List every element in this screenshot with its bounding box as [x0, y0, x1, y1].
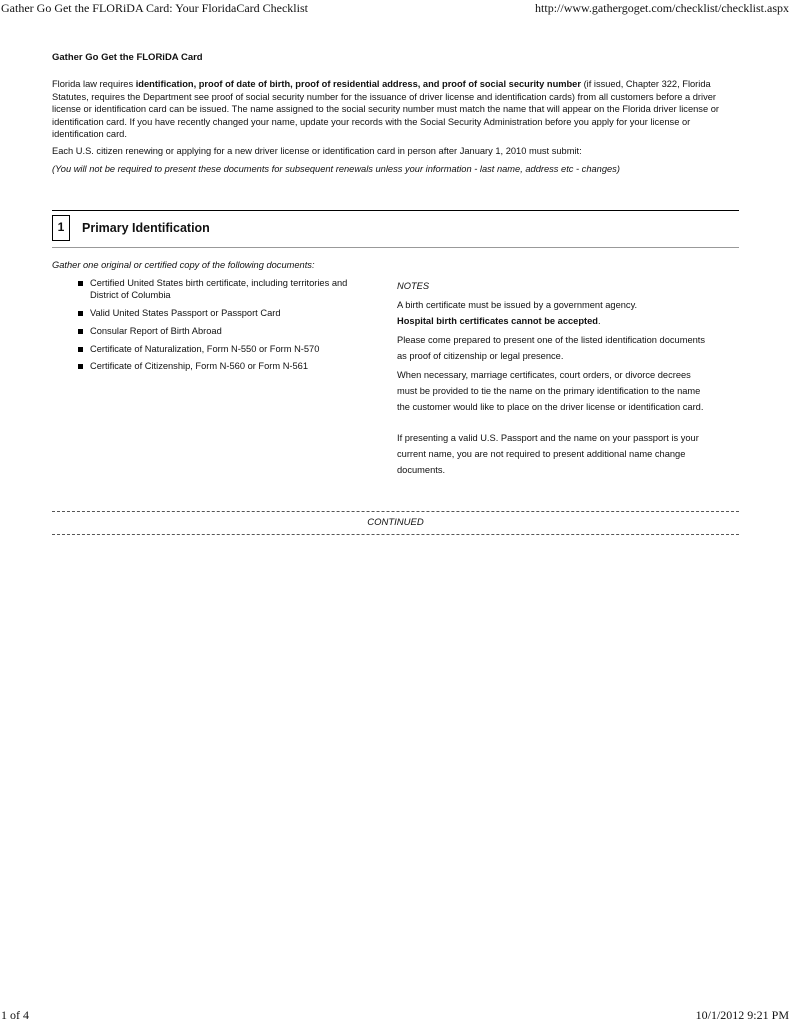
- passport-note: If presenting a valid U.S. Passport and the name on your passport is your current name, you are not required to present additional name change documents.: [397, 433, 699, 475]
- notes-heading: NOTES: [397, 281, 430, 291]
- print-header: [0, 0, 791, 16]
- renewal-note: (You will not be required to present these documents for subsequent renewals unless your information - last name, address etc - changes): [52, 163, 620, 174]
- page-count: 1 of 4: [1, 1008, 29, 1022]
- section-bottom-rule: [52, 247, 739, 248]
- list-item-label: Certificate of Naturalization, Form N-550 or Form N-570: [90, 343, 320, 354]
- list-item-label: Valid United States Passport or Passport Card: [90, 308, 281, 319]
- list-item-label: Consular Report of Birth Abroad: [90, 325, 222, 336]
- birth-cert-text: A birth certificate must be issued by a government agency.: [397, 300, 638, 310]
- section-top-rule: [52, 210, 739, 211]
- page-title: Gather Go Get the FLORiDA Card: Your FloridaCard Checklist: [1, 1, 308, 15]
- print-timestamp: 10/1/2012 9:21 PM: [695, 1008, 789, 1022]
- print-footer: [0, 1008, 791, 1023]
- continued-top-rule: [52, 511, 739, 512]
- list-item: [78, 325, 378, 337]
- prepared-note: Please come prepared to present one of the listed identification documents as proof of citizenship or legal presence.: [397, 335, 706, 361]
- step-number-badge: 1: [52, 215, 70, 241]
- document-title: Gather Go Get the FLORiDA Card: [52, 52, 203, 63]
- list-item: [78, 360, 378, 372]
- section-title: Primary Identification: [82, 221, 210, 235]
- square-bullet-icon: [78, 329, 83, 334]
- hospital-warning-end: .: [597, 316, 601, 326]
- list-item-label: Certified United States birth certificate, including territories and District of Columbia: [90, 278, 348, 301]
- intro-paragraph: [52, 78, 738, 140]
- square-bullet-icon: [78, 311, 83, 316]
- gather-instruction: Gather one original or certified copy of the following documents:: [52, 260, 315, 270]
- square-bullet-icon: [78, 347, 83, 352]
- intro-bold: identification, proof of date of birth, proof of residential address, and proof of social security number: [135, 79, 581, 90]
- page-url: http://www.gathergoget.com/checklist/checklist.aspx: [535, 1, 789, 15]
- continued-label: CONTINUED: [367, 517, 424, 528]
- intro-lead: Florida law requires: [52, 79, 136, 90]
- square-bullet-icon: [78, 281, 83, 286]
- citizen-requirement: Each U.S. citizen renewing or applying for a new driver license or identification card in person after January 1, 2010 must submit:: [52, 146, 582, 157]
- hospital-warning: Hospital birth certificates cannot be accepted: [397, 316, 598, 326]
- list-item: [78, 307, 378, 319]
- document-list: [78, 277, 378, 378]
- document-body: [52, 52, 738, 175]
- intro-rest: (if issued, Chapter 322, Florida Statutes, requires the Department see proof of social security number for the issuance of driver license and identification cards) from all customers before a driver license or identification card can be issued. The name assigned to the social security number must match the name that will appear on the Florida driver license or identification card. If you have recently changed your name, update your records with the Social Security Administration before you apply for your license or identification card.: [52, 79, 719, 140]
- notes-panel: [397, 278, 707, 481]
- list-item: [78, 277, 378, 302]
- list-item-label: Certificate of Citizenship, Form N-560 or Form N-561: [90, 361, 309, 372]
- list-item: [78, 343, 378, 355]
- square-bullet-icon: [78, 364, 83, 369]
- continued-bottom-rule: [52, 534, 739, 535]
- birth-cert-note: [397, 297, 707, 329]
- marriage-note: When necessary, marriage certificates, court orders, or divorce decrees must be provided to tie the name on the primary identification to the name the customer would like to place on the driver license or identification card.: [397, 370, 704, 412]
